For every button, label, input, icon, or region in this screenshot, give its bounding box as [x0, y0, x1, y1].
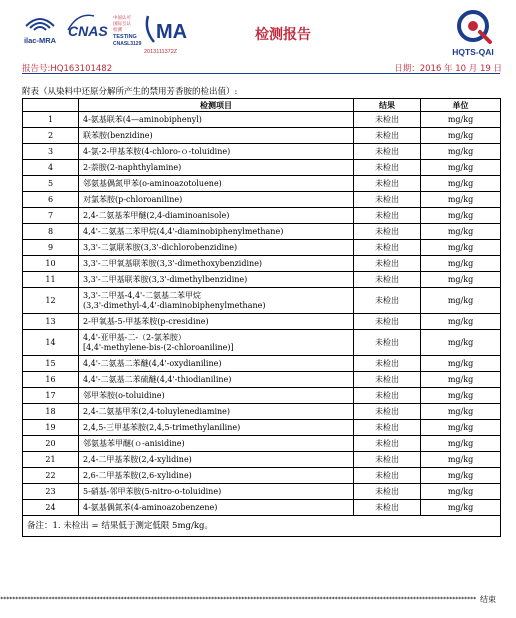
- cnas-text: CNAS: [68, 23, 108, 39]
- row-number: 17: [23, 388, 79, 404]
- row-number: 8: [23, 224, 79, 240]
- table-row: [23, 144, 501, 160]
- table-row: [23, 192, 501, 208]
- test-result: 未检出: [354, 192, 421, 208]
- ma-text: MA: [156, 21, 188, 43]
- row-number: 22: [23, 468, 79, 484]
- row-number: 14: [23, 330, 79, 356]
- test-result: 未检出: [354, 314, 421, 330]
- test-result: 未检出: [354, 160, 421, 176]
- test-result: 未检出: [354, 224, 421, 240]
- test-item: [79, 144, 354, 160]
- row-number: 18: [23, 404, 79, 420]
- test-item: [79, 176, 354, 192]
- test-item: [79, 240, 354, 256]
- ma-number: 2013111372Z: [144, 49, 178, 55]
- test-unit: mg/kg: [421, 484, 501, 500]
- header-unit: 单位: [421, 99, 501, 112]
- test-result: 未检出: [354, 468, 421, 484]
- test-item-line: 4,4'-二氨基二苯甲烷(4,4'-diaminobiphenylmethane): [83, 226, 284, 236]
- test-item-line: 2-萘胺(2-naphthylamine): [83, 162, 182, 172]
- page-title: 检测报告: [255, 27, 311, 43]
- test-result: 未检出: [354, 176, 421, 192]
- test-unit: mg/kg: [421, 144, 501, 160]
- end-separator: **************************************************************************************************************************************************************: [0, 596, 476, 603]
- hqts-text: HQTS-QAI: [452, 47, 494, 57]
- test-item-line: 邻氨基苯甲醚(ｏ-anisidine): [83, 438, 185, 448]
- test-unit: mg/kg: [421, 112, 501, 128]
- test-item: [79, 500, 354, 516]
- table-note-row: [23, 516, 501, 537]
- table-row: [23, 388, 501, 404]
- table-row: [23, 420, 501, 436]
- table-note: 备注：1. 未检出 = 结果低于测定低限 5mg/kg。: [23, 516, 501, 537]
- test-unit: mg/kg: [421, 160, 501, 176]
- test-result: 未检出: [354, 404, 421, 420]
- ilac-mra-logo: [18, 10, 62, 50]
- test-item-line: 2,4,5-三甲基苯胺(2,4,5-trimethylaniline): [83, 422, 241, 432]
- test-result: 未检出: [354, 452, 421, 468]
- test-result: 未检出: [354, 272, 421, 288]
- test-unit: mg/kg: [421, 404, 501, 420]
- test-result: 未检出: [354, 420, 421, 436]
- test-item-line: 3,3'-二甲氧基联苯胺(3,3'-dimethoxybenzidine): [83, 258, 263, 268]
- test-item-line: 2-甲氧基-5-甲基苯胺(p-cresidine): [83, 316, 209, 326]
- cnas-testing: TESTING: [113, 34, 137, 40]
- test-item-line: 2,4-二氨基甲苯(2,4-toluylenediamine): [83, 406, 231, 416]
- test-result: 未检出: [354, 128, 421, 144]
- test-item: [79, 192, 354, 208]
- row-number: 2: [23, 128, 79, 144]
- row-number: 16: [23, 372, 79, 388]
- header-result: 结果: [354, 99, 421, 112]
- test-unit: mg/kg: [421, 256, 501, 272]
- test-item-line: 4-氯-2-甲基苯胺(4-chloro-ｏ-toluidine): [83, 146, 231, 156]
- cnas-cn-1: 中国认可: [113, 16, 131, 21]
- test-unit: mg/kg: [421, 372, 501, 388]
- test-item: [79, 256, 354, 272]
- test-item-line: 对氯苯胺(p-chloroaniline): [83, 194, 183, 204]
- test-item-line: 2,4-二氨基苯甲醚(2,4-diaminoanisole): [83, 210, 230, 220]
- test-item-line: 联苯胺(benzidine): [83, 130, 153, 140]
- test-result: 未检出: [354, 436, 421, 452]
- test-result: 未检出: [354, 256, 421, 272]
- test-item: [79, 452, 354, 468]
- table-row: [23, 372, 501, 388]
- row-number: 21: [23, 452, 79, 468]
- test-item-line: 4-氨基偶氮苯(4-aminoazobenzene): [83, 502, 218, 512]
- table-row: [23, 272, 501, 288]
- table-row: [23, 160, 501, 176]
- results-table: [22, 98, 501, 537]
- row-number: 20: [23, 436, 79, 452]
- test-unit: mg/kg: [421, 128, 501, 144]
- test-item: [79, 388, 354, 404]
- row-number: 3: [23, 144, 79, 160]
- test-result: 未检出: [354, 240, 421, 256]
- test-item-line: 邻氨基偶氮甲苯(o-aminoazotoluene): [83, 178, 222, 188]
- test-item-line: 4,4'-亚甲基-二-（2-氯苯胺）: [83, 332, 186, 342]
- test-unit: mg/kg: [421, 356, 501, 372]
- table-row: [23, 224, 501, 240]
- test-item: [79, 330, 354, 356]
- test-item-line: 4-氨基联苯(4—aminobiphenyl): [83, 114, 202, 124]
- test-item: [79, 224, 354, 240]
- row-number: 11: [23, 272, 79, 288]
- test-item-line: (3,3'-dimethyl-4,4'-diaminobiphenylmethane): [83, 300, 266, 310]
- report-header: [0, 0, 516, 74]
- table-row: [23, 356, 501, 372]
- test-result: 未检出: [354, 484, 421, 500]
- test-item: [79, 160, 354, 176]
- test-unit: mg/kg: [421, 452, 501, 468]
- cnas-cn-3: 检测: [113, 28, 122, 33]
- row-number: 12: [23, 288, 79, 314]
- table-header-row: [23, 99, 501, 112]
- test-item: [79, 436, 354, 452]
- test-item: [79, 128, 354, 144]
- table-row: [23, 128, 501, 144]
- test-unit: mg/kg: [421, 330, 501, 356]
- header-no: [23, 99, 79, 112]
- test-item-line: 4,4'-二氨基二苯醚(4,4'-oxydianiline): [83, 358, 222, 368]
- test-result: 未检出: [354, 288, 421, 314]
- test-unit: mg/kg: [421, 500, 501, 516]
- test-unit: mg/kg: [421, 192, 501, 208]
- test-unit: mg/kg: [421, 272, 501, 288]
- test-unit: mg/kg: [421, 208, 501, 224]
- test-unit: mg/kg: [421, 288, 501, 314]
- end-mark: 结束: [480, 595, 496, 604]
- table-row: [23, 500, 501, 516]
- table-caption: 附表（从染料中还原分解所产生的禁用芳香胺的检出值）:: [22, 87, 238, 97]
- table-row: [23, 484, 501, 500]
- test-item: [79, 372, 354, 388]
- cnas-logo: [66, 10, 152, 48]
- test-unit: mg/kg: [421, 420, 501, 436]
- test-item-line: 2,4-二甲基苯胺(2,4-xylidine): [83, 454, 192, 464]
- test-item-line: [4,4'-methylene-bis-(2-chloroaniline)]: [83, 342, 234, 352]
- cnas-cn-2: 国际互认: [113, 22, 131, 27]
- test-unit: mg/kg: [421, 240, 501, 256]
- test-unit: mg/kg: [421, 388, 501, 404]
- table-row: [23, 112, 501, 128]
- row-number: 13: [23, 314, 79, 330]
- row-number: 7: [23, 208, 79, 224]
- row-number: 15: [23, 356, 79, 372]
- test-result: 未检出: [354, 330, 421, 356]
- row-number: 10: [23, 256, 79, 272]
- test-item: [79, 112, 354, 128]
- cnas-number: CNASL3129: [113, 41, 142, 47]
- test-unit: mg/kg: [421, 314, 501, 330]
- test-unit: mg/kg: [421, 176, 501, 192]
- table-row: [23, 314, 501, 330]
- test-item: [79, 272, 354, 288]
- test-result: 未检出: [354, 388, 421, 404]
- ilac-text: ilac-MRA: [23, 36, 57, 45]
- table-row: [23, 288, 501, 314]
- test-item-line: 4,4'-二氨基二苯硫醚(4,4'-thiodianiline): [83, 374, 232, 384]
- row-number: 1: [23, 112, 79, 128]
- header-divider: [22, 73, 500, 74]
- test-result: 未检出: [354, 208, 421, 224]
- test-item: [79, 288, 354, 314]
- row-number: 9: [23, 240, 79, 256]
- test-item: [79, 468, 354, 484]
- table-row: [23, 330, 501, 356]
- table-row: [23, 436, 501, 452]
- test-item-line: 5-硝基-邻甲苯胺(5-nitro-o-toluidine): [83, 486, 222, 496]
- test-item-line: 邻甲苯胺(o-toluidine): [83, 390, 165, 400]
- table-row: [23, 176, 501, 192]
- test-result: 未检出: [354, 356, 421, 372]
- test-result: 未检出: [354, 112, 421, 128]
- test-result: 未检出: [354, 500, 421, 516]
- test-item-line: 2,6-二甲基苯胺(2,6-xylidine): [83, 470, 192, 480]
- test-result: 未检出: [354, 144, 421, 160]
- hqts-qai-logo: [440, 6, 506, 58]
- header-item: 检测项目: [79, 99, 354, 112]
- test-item: [79, 208, 354, 224]
- test-item: [79, 314, 354, 330]
- report-number: 报告号:HQ163101482: [22, 64, 113, 74]
- row-number: 6: [23, 192, 79, 208]
- table-row: [23, 256, 501, 272]
- test-unit: mg/kg: [421, 468, 501, 484]
- test-unit: mg/kg: [421, 436, 501, 452]
- test-item: [79, 484, 354, 500]
- table-row: [23, 452, 501, 468]
- test-item: [79, 356, 354, 372]
- row-number: 19: [23, 420, 79, 436]
- row-number: 4: [23, 160, 79, 176]
- test-item: [79, 404, 354, 420]
- cma-logo: [142, 8, 200, 56]
- table-row: [23, 240, 501, 256]
- table-row: [23, 468, 501, 484]
- table-row: [23, 404, 501, 420]
- test-unit: mg/kg: [421, 224, 501, 240]
- row-number: 24: [23, 500, 79, 516]
- row-number: 5: [23, 176, 79, 192]
- test-item-line: 3,3'-二甲基-4,4'-二氨基二苯甲烷: [83, 290, 201, 300]
- test-item: [79, 420, 354, 436]
- test-result: 未检出: [354, 372, 421, 388]
- table-row: [23, 208, 501, 224]
- test-item-line: 3,3'-二氯联苯胺(3,3'-dichlorobenzidine): [83, 242, 238, 252]
- row-number: 23: [23, 484, 79, 500]
- report-date: 日期：2016 年 10 月 19 日: [394, 64, 502, 74]
- test-item-line: 3,3'-二甲基联苯胺(3,3'-dimethylbenzidine): [83, 274, 248, 284]
